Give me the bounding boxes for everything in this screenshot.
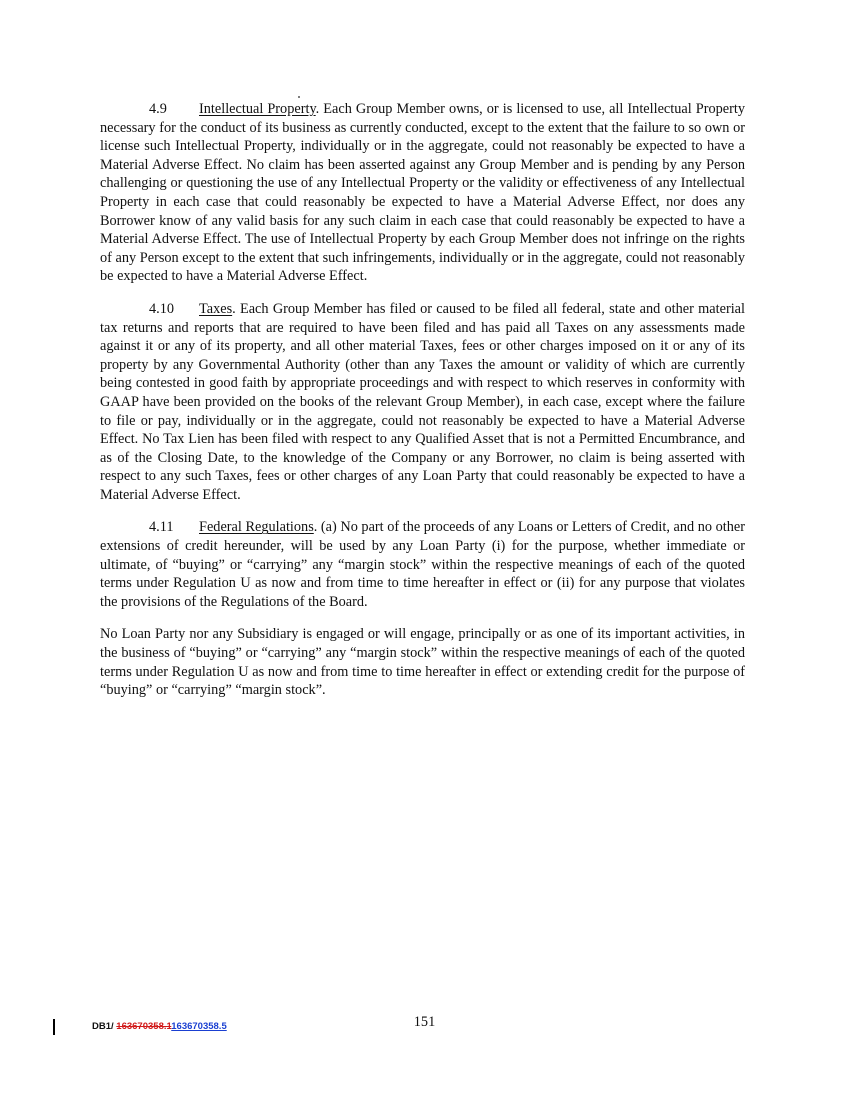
stray-mark	[298, 96, 300, 98]
revision-change-bar	[53, 1019, 55, 1035]
doc-id-inserted: 163670358.5	[171, 1021, 227, 1032]
section-heading: Intellectual Property	[199, 101, 316, 117]
page-number: 151	[413, 1014, 436, 1030]
section-text: . Each Group Member owns, or is licensed to use, all Intellectual Property necessary for the conduct of its business as currently conducted, except to the extent that the failure to so own or license such Intellectual Property, individually or in the aggregate, could not reasonably be expected to have a Material Adverse Effect. No claim has been asserted against any Group Member and is pending by any Person challenging or questioning the use of any Intellectual Property or the validity or effectiveness of any Intellectual Property in each case that could reasonably be expected to have a Material Adverse Effect, nor does any Borrower know of any valid basis for any such claim in each case that could reasonably be expected to have a Material Adverse Effect. The use of Intellectual Property by each Group Member does not infringe on the rights of any Person except to the extent that such infringements, individually or in the aggregate, could not reasonably be expected to have a Material Adverse Effect.	[100, 101, 745, 285]
document-id	[92, 1021, 227, 1032]
section-heading: Federal Regulations	[199, 519, 314, 536]
section-4-9	[100, 100, 745, 286]
section-text: . (a) No part of the proceeds of any Loans or Letters of Credit, and no other extensions of credit hereunder, will be used by any Loan Party (i) for the purpose, whether immediate or ultimate, of “buying” or “carrying” any “margin stock” within the respective meanings of each of the quoted terms under Regulation U as now and from time to time hereafter in effect or (ii) for any purpose that violates the provisions of the Regulations of the Board.	[100, 519, 746, 610]
section-heading: Taxes	[199, 300, 233, 317]
doc-id-prefix: DB1/	[92, 1021, 117, 1032]
document-body	[100, 100, 745, 700]
doc-id-deleted: 163670358.1	[116, 1021, 172, 1032]
section-text: . Each Group Member has filed or caused to be filed all federal, state and other material tax returns and reports that are required to have been filed and has paid all Taxes on any assessments made against it or any of its property, and all other material Taxes, fees or other charges imposed on it or any of its property by any Governmental Authority (other than any Taxes the amount or validity of which are currently being contested in good faith by appropriate proceedings and with respect to which reserves in conformity with GAAP have been provided on the books of the relevant Group Member), in each case, except where the failure to file or pay, individually or in the aggregate, could not reasonably be expected to have a Material Adverse Effect. No Tax Lien has been filed with respect to any Qualified Asset that is not a Permitted Encumbrance, and as of the Closing Date, to the knowledge of the Company or any Borrower, no claim is being asserted with respect to any such Taxes, fees or other charges of any Loan Party that could reasonably be expected to have a Material Adverse Effect.	[100, 300, 745, 503]
closing-paragraph: No Loan Party nor any Subsidiary is engaged or will engage, principally or as one of its important activities, in the business of “buying” or “carrying” any “margin stock” within the respective meanings of each of the quoted terms under Regulation U as now and from time to time hereafter in effect or extending credit for the purpose of “buying” or “carrying” “margin stock”.	[100, 626, 745, 699]
section-4-10	[100, 300, 745, 505]
section-number: 4.9	[149, 101, 167, 117]
section-number: 4.10	[149, 300, 175, 317]
section-4-11	[100, 518, 745, 611]
section-number: 4.11	[149, 519, 174, 536]
